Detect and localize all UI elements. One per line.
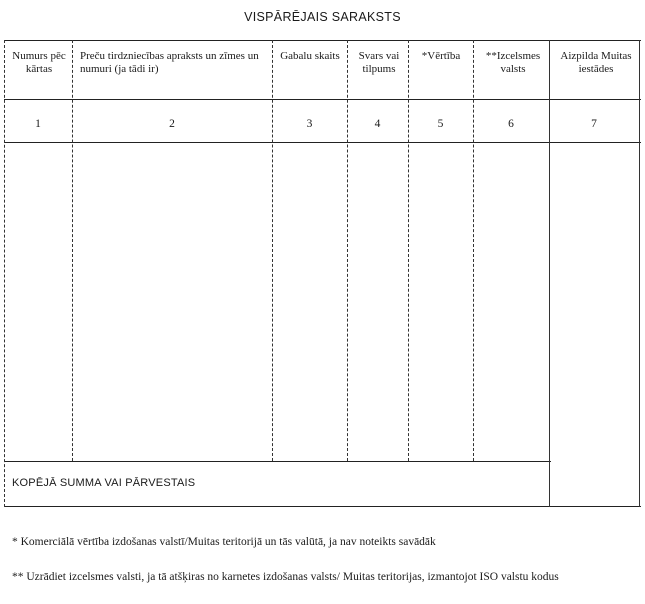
table-bottom-border <box>4 506 641 507</box>
col-border-3 <box>347 40 348 461</box>
page-title: VISPĀRĒJAIS SARAKSTS <box>244 10 401 24</box>
total-label: KOPĒJĀ SUMMA VAI PĀRVESTAIS <box>12 477 196 489</box>
col-border-right <box>639 40 640 507</box>
col-border-left <box>4 40 5 507</box>
column-number-2: 2 <box>169 118 175 130</box>
footnote-value: * Komerciālā vērtība izdošanas valstī/Muitas teritorijā un tās valūtā, ja nav noteikts savādāk <box>12 536 436 548</box>
column-number-3: 3 <box>306 118 313 130</box>
footnote-origin: ** Uzrādiet izcelsmes valsti, ja tā atšķiras no karnetes izdošanas valsts/ Muitas teritorijas, izmantojot ISO valstu kodus <box>12 571 559 583</box>
column-header-origin-country: **Izcelsmes valsts <box>485 50 541 75</box>
general-list-table <box>4 40 641 507</box>
number-row-bottom-border <box>4 142 641 143</box>
col-border-4 <box>408 40 409 461</box>
col-border-5 <box>473 40 474 461</box>
header-bottom-border <box>4 99 641 100</box>
column-header-weight-volume: Svars vai tilpums <box>358 50 400 75</box>
column-number-6: 6 <box>508 118 514 130</box>
column-header-item-number: Numurs pēc kārtas <box>12 50 66 75</box>
col-border-6 <box>549 40 550 507</box>
column-number-5: 5 <box>437 118 444 130</box>
column-number-1: 1 <box>35 118 41 130</box>
column-header-customs-use: Aizpilda Muitas iestādes <box>560 50 632 75</box>
column-header-value: *Vērtība <box>421 50 461 62</box>
total-row-top-border <box>4 461 551 462</box>
column-number-7: 7 <box>591 118 597 130</box>
col-border-2 <box>272 40 273 461</box>
column-number-4: 4 <box>374 118 381 130</box>
col-border-1 <box>72 40 73 461</box>
column-header-description: Preču tirdzniecības apraksts un zīmes un numuri (ja tādi ir) <box>80 50 259 75</box>
column-header-pieces: Gabalu skaits <box>280 50 340 62</box>
table-top-border <box>4 40 641 41</box>
